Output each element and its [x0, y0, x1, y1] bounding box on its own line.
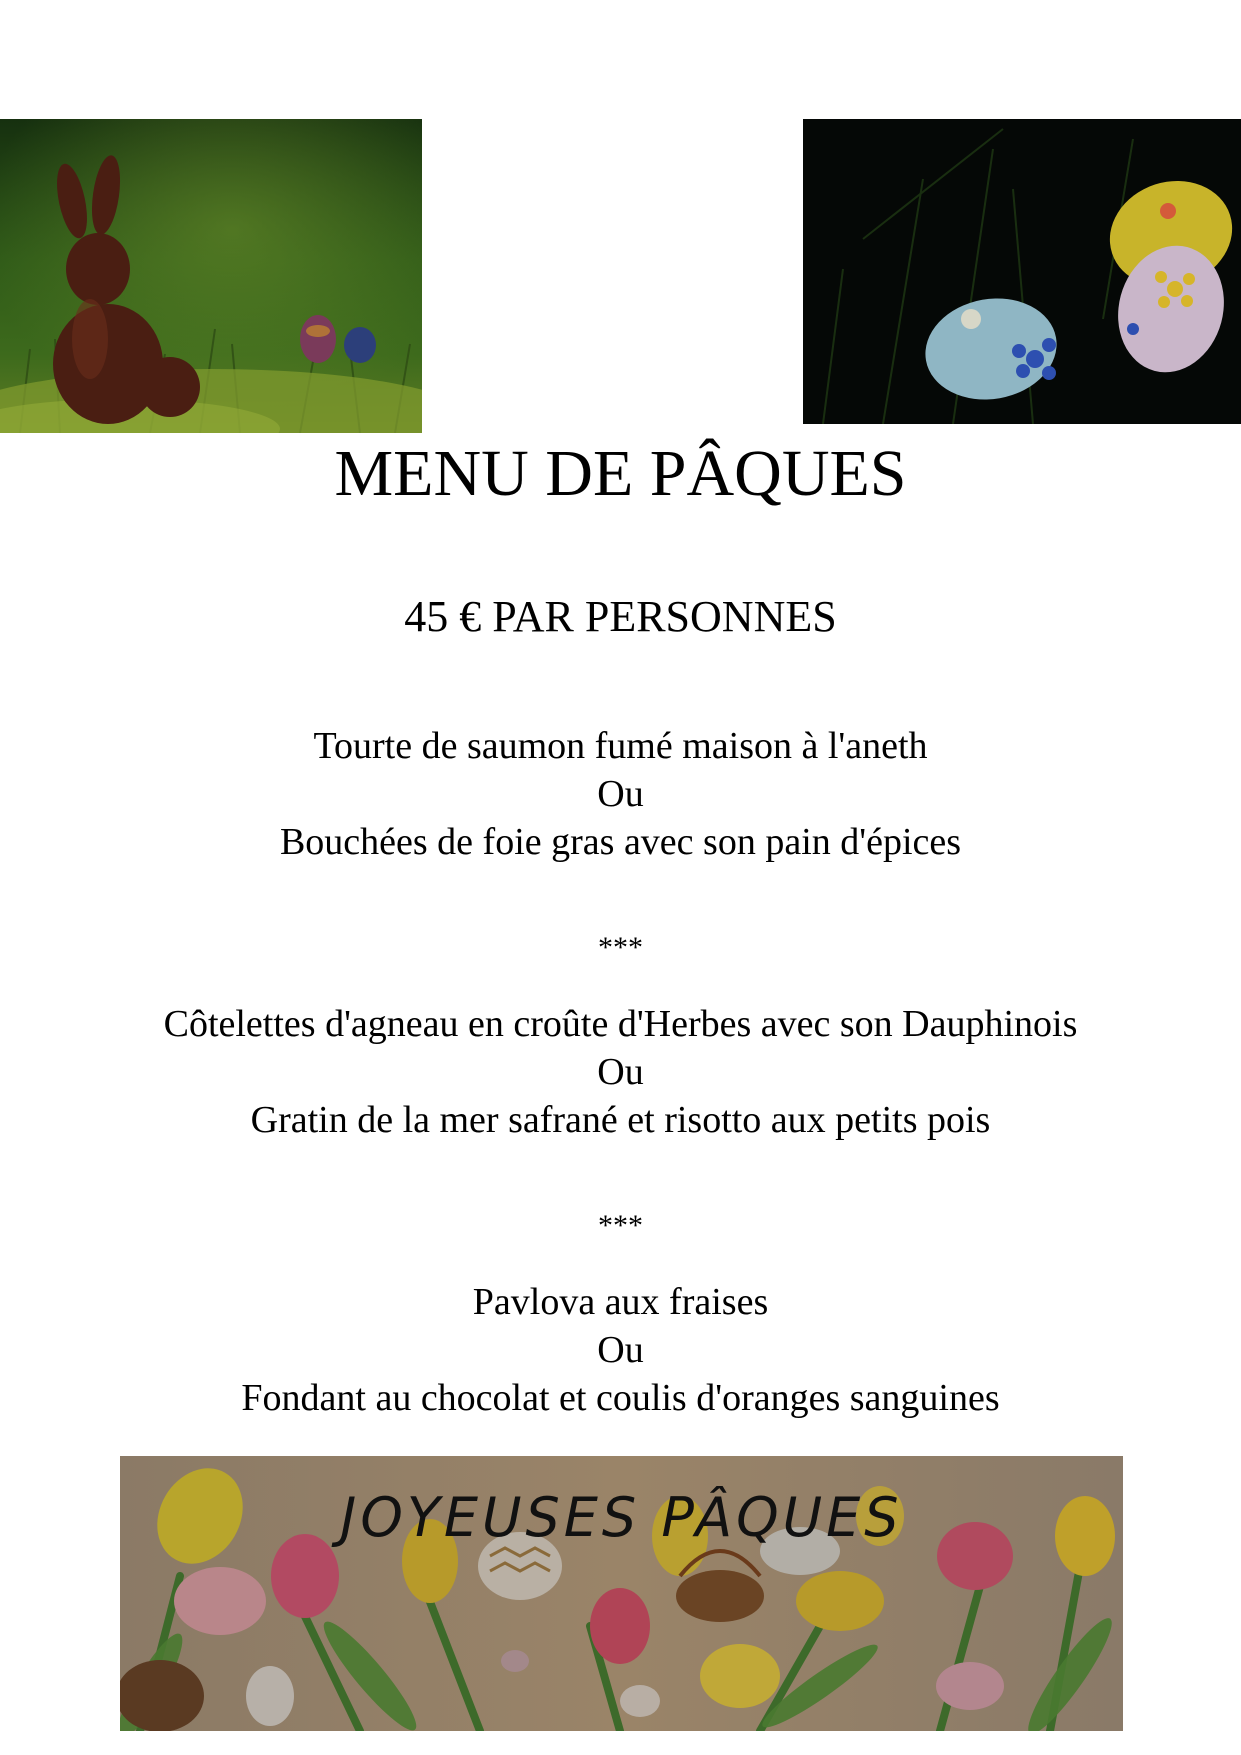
- course-option: Bouchées de foie gras avec son pain d'épices: [279, 821, 962, 863]
- painted-eggs-photo: [803, 119, 1241, 424]
- menu-price: 45 € PAR PERSONNES: [404, 592, 837, 641]
- course-option: Fondant au chocolat et coulis d'oranges sanguines: [241, 1377, 1000, 1419]
- course-or-label: Ou: [597, 1051, 644, 1093]
- chocolate-bunny-photo: [0, 119, 422, 433]
- course-option: Gratin de la mer safrané et risotto aux petits pois: [250, 1099, 991, 1141]
- course-or-label: Ou: [597, 1329, 644, 1371]
- course-separator: ***: [598, 931, 643, 964]
- course-or-label: Ou: [597, 773, 644, 815]
- banner-greeting: JOYEUSES PÂQUES: [340, 1486, 903, 1549]
- course-option: Pavlova aux fraises: [472, 1281, 769, 1323]
- menu-title: MENU DE PÂQUES: [334, 437, 907, 510]
- course-option: Côtelettes d'agneau en croûte d'Herbes avec son Dauphinois: [163, 1003, 1078, 1045]
- course-separator: ***: [598, 1209, 643, 1242]
- course-starter: [0, 722, 1241, 866]
- course-dessert: [0, 1278, 1241, 1422]
- course-option: Tourte de saumon fumé maison à l'aneth: [313, 725, 928, 767]
- course-main: [0, 1000, 1241, 1144]
